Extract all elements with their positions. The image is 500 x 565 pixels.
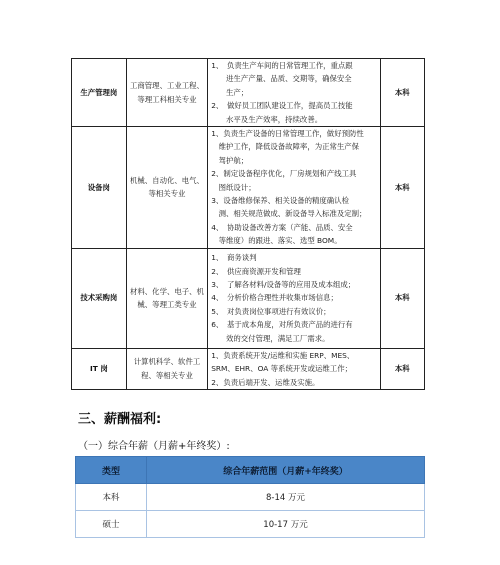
job-position: IT 岗 — [72, 348, 127, 389]
job-description-line: 测、相关规范做成、新设备导入标准及定制； — [211, 209, 367, 219]
salary-degree: 本科 — [76, 484, 147, 511]
job-description-line: 2、负责后端开发、运维及实施。 — [211, 377, 320, 387]
salary-row — [76, 511, 425, 538]
job-description-line: 3、 了解各材料/设备等的应用及成本组成； — [211, 280, 356, 290]
job-degree: 本科 — [380, 348, 424, 389]
salary-range: 8-14 万元 — [147, 484, 425, 511]
salary-header-range: 综合年薪范围（月薪+年终奖） — [147, 457, 425, 484]
job-description-line: 等维度）的跟进、落实、选型 BOM。 — [211, 236, 342, 246]
job-description-line: 生产； — [211, 87, 249, 97]
job-table — [71, 58, 425, 390]
job-degree: 本科 — [380, 59, 424, 127]
job-description-line: 2、 做好员工团队建设工作，提高员工技能 — [211, 101, 353, 111]
job-description-line: 3、设备维修保养、相关设备的精度确认检 — [211, 196, 349, 206]
job-description-line: 2、 供应商资源开发和管理 — [211, 266, 301, 276]
job-description — [208, 59, 380, 127]
subsection-title: （一）综合年薪（月薪+年终奖）: — [78, 441, 230, 452]
job-description-line: 1、负责系统开发/运维和实施 ERP、MES、 — [211, 350, 355, 360]
salary-header-type: 类型 — [76, 457, 147, 484]
job-degree: 本科 — [380, 248, 424, 348]
job-description — [208, 348, 380, 389]
job-description-line: 进生产产量、品质、交期等，确保安全 — [211, 74, 352, 84]
job-description-line: 4、 协助设备改善方案（产能、品质、安全 — [211, 222, 353, 232]
salary-row — [76, 484, 425, 511]
job-description-line: SRM、EHR、OA 等系统开发或运维工作； — [211, 364, 352, 374]
salary-degree: 硕士 — [76, 511, 147, 538]
job-description — [208, 248, 380, 348]
job-description-line: 维护工作，降低设备故障率，为正常生产保 — [211, 142, 360, 152]
job-description-line: 效的交付管理，满足工厂需求。 — [211, 333, 330, 343]
job-row — [72, 348, 425, 389]
job-major: 工商管理、工业工程、等理工科相关专业 — [126, 59, 208, 127]
job-description-line: 5、 对负责岗位事项进行有效议价； — [211, 306, 331, 316]
job-description-line: 2、制定设备程序优化，厂房规划和产线工具 — [211, 169, 357, 179]
job-description-line: 驾护航； — [211, 155, 249, 165]
job-major: 机械、自动化、电气、等相关专业 — [126, 127, 208, 249]
job-position: 设备岗 — [72, 127, 127, 249]
job-description-line: 水平及生产效率，持续改善。 — [211, 114, 323, 124]
job-row — [72, 59, 425, 127]
job-position: 生产管理岗 — [72, 59, 127, 127]
job-row — [72, 248, 425, 348]
job-description-line: 6、 基于成本角度，对所负责产品的进行有 — [211, 320, 353, 330]
salary-table — [75, 456, 425, 538]
salary-header-row — [76, 457, 425, 484]
job-position: 技术采购岗 — [72, 248, 127, 348]
salary-range: 10-17 万元 — [147, 511, 425, 538]
job-degree: 本科 — [380, 127, 424, 249]
job-description-line: 1、负责生产设备的日常管理工作，做好预防性 — [211, 129, 364, 139]
job-major: 材料、化学、电子、机械、等理工类专业 — [126, 248, 208, 348]
job-description-line: 图纸设计； — [211, 182, 256, 192]
job-description-line: 4、 分析价格合理性并收集市场信息； — [211, 293, 338, 303]
job-description-line: 1、 负责生产车间的日常管理工作，重点跟 — [211, 61, 353, 70]
section-title: 三、薪酬福利: — [78, 412, 162, 427]
job-description — [208, 127, 380, 249]
job-row — [72, 127, 425, 249]
job-major: 计算机科学、软件工程、等相关专业 — [126, 348, 208, 389]
job-description-line: 1、 商务谈判 — [211, 253, 257, 263]
